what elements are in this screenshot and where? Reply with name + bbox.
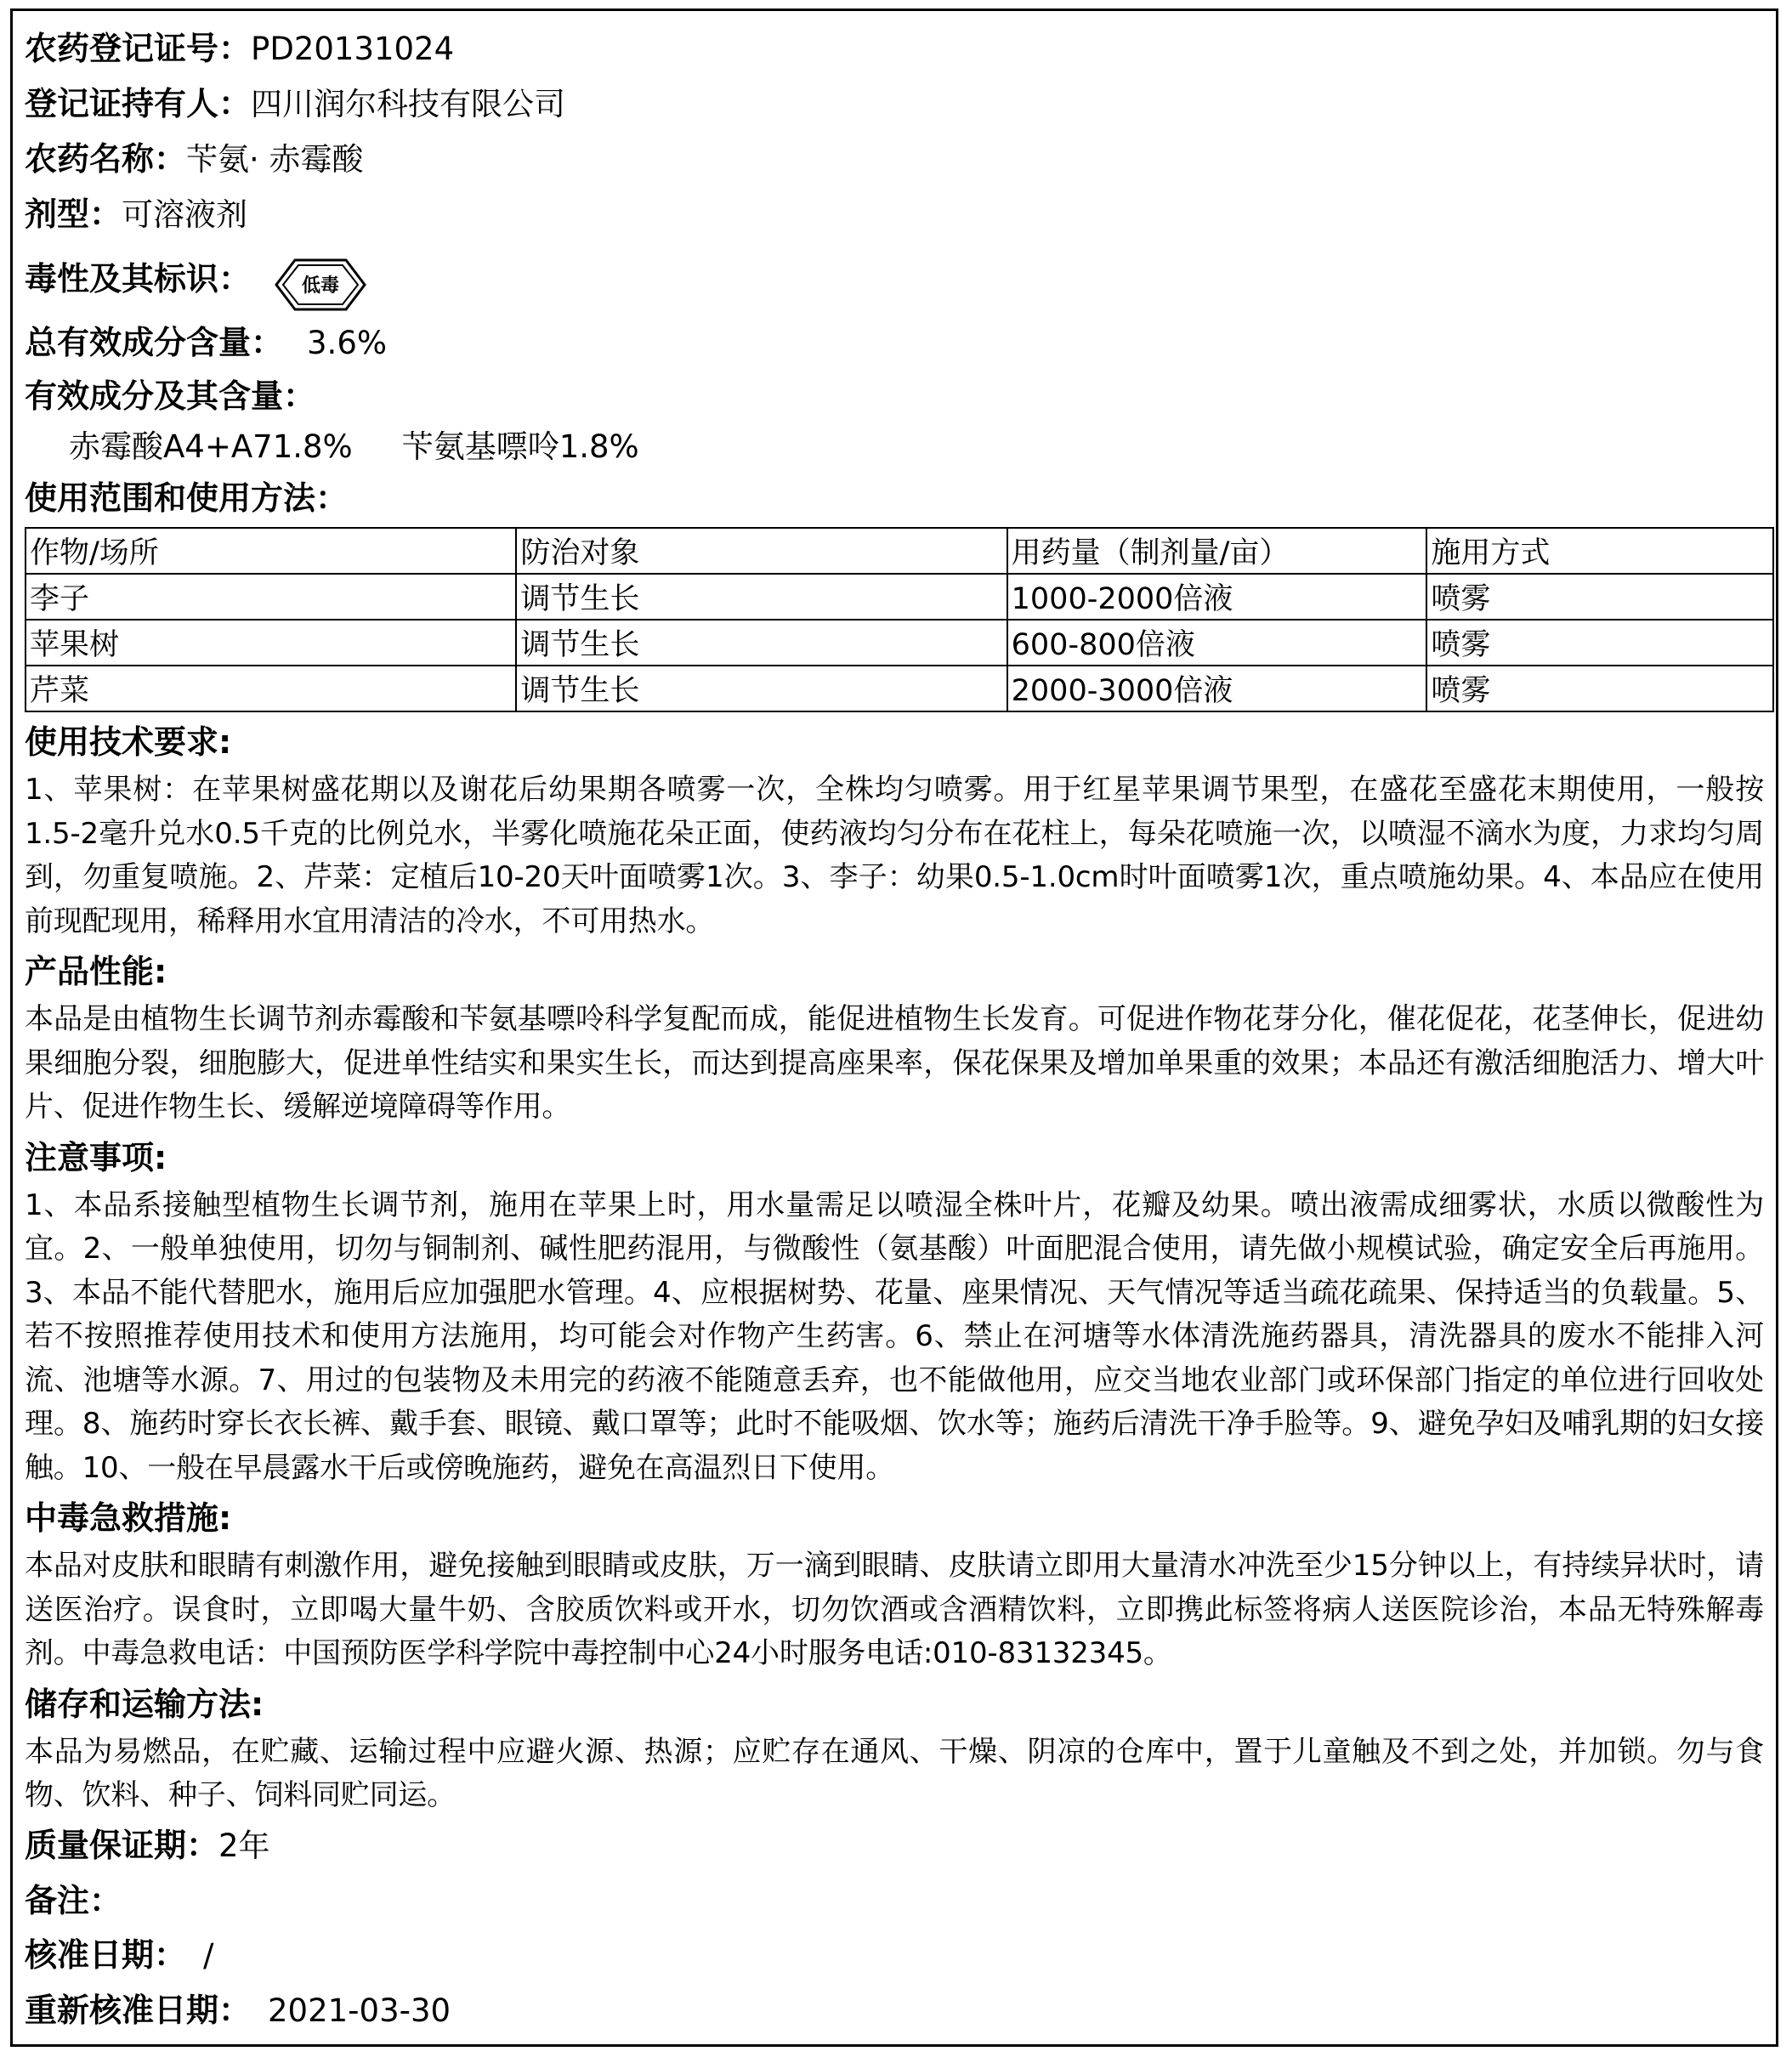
ingredients-heading: 有效成分及其含量： [25, 377, 316, 415]
total-content-label: 总有效成分含量： [25, 324, 284, 361]
formulation-field [25, 187, 1764, 242]
performance-heading: 产品性能: [25, 953, 167, 990]
pesticide-name-field [25, 132, 1764, 187]
storage-text: 本品为易燃品，在贮藏、运输过程中应避火源、热源；应贮存在通风、干燥、阴凉的仓库中，置于儿童触及不到之处，并加锁。勿与食物、饮料、种子、饲料同贮同运。 [25, 1734, 1764, 1812]
usage-table [25, 527, 1774, 712]
approval-date-label: 核准日期： [25, 1935, 187, 1974]
cell-target: 调节生长 [516, 574, 1007, 620]
storage-heading: 储存和运输方法: [25, 1685, 264, 1723]
formulation-value: 可溶液剂 [122, 196, 248, 233]
cell-crop: 芹菜 [26, 666, 516, 711]
precautions-text: 1、本品系接触型植物生长调节剂，施用在苹果上时，用水量需足以喷湿全株叶片，花瓣及幼果。喷出液需成细雾状，水质以微酸性为宜。2、一般单独使用，切勿与铜制剂、碱性肥药混用，与微酸性（氨基酸）叶面肥混合使用，请先做小规模试验，确定安全后再施用。3、本品不能代替肥水，施用后应加强肥水管理。4、应根据树势、花量、座果情况、天气情况等适当疏花疏果、保持适当的负载量。5、若不按照推荐使用技术和使用方法施用，均可能会对作物产生药害。6、禁止在河塘等水体清洗施药器具，清洗器具的废水不能排入河流、池塘等水源。7、用过的包装物及未用完的药液不能随意丢弃，也不能做他用，应交当地农业部门或环保部门指定的单位进行回收处理。8、施药时穿长衣长裤、戴手套、眼镜、戴口罩等；此时不能吸烟、饮水等；施药后清洗干净手脸等。9、避免孕妇及哺乳期的妇女接触。10、一般在早晨露水干后或傍晚施药，避免在高温烈日下使用。 [25, 1187, 1764, 1485]
cell-method: 喷雾 [1426, 574, 1773, 620]
holder-label: 登记证持有人： [25, 85, 252, 122]
first-aid-text: 本品对皮肤和眼睛有刺激作用，避免接触到眼睛或皮肤，万一滴到眼睛、皮肤请立即用大量清水冲洗至少15分钟以上，有持续异状时，请送医治疗。误食时，立即喝大量牛奶、含胶质饮料或开水，切勿饮酒或含酒精饮料，立即携此标签将病人送医院诊治，本品无特殊解毒剂。中毒急救电话：中国预防医学科学院中毒控制中心24小时服务电话:010-83132345。 [25, 1549, 1764, 1670]
toxicity-field [25, 242, 1764, 315]
tech-requirements-heading: 使用技术要求: [25, 723, 232, 761]
holder-field [25, 76, 1764, 132]
cert-no-value: PD20131024 [251, 31, 455, 67]
approval-date-value: / [203, 1936, 214, 1974]
column-header-dosage: 用药量（制剂量/亩） [1007, 528, 1427, 574]
tech-requirements-text: 1、苹果树：在苹果树盛花期以及谢花后幼果期各喷雾一次，全株均匀喷雾。用于红星苹果调节果型，在盛花至盛花末期使用，一般按1.5-2毫升兑水0.5千克的比例兑水，半雾化喷施花朵正面，使药液均匀分布在花柱上，每朵花喷施一次，以喷湿不滴水为度，力求均匀周到，勿重复喷施。2、芹菜：定植后10-20天叶面喷雾1次。3、李子：幼果0.5-1.0cm时叶面喷雾1次，重点喷施幼果。4、本品应在使用前现配现用，稀释用水宜用清洁的冷水，不可用热水。 [25, 773, 1764, 938]
pesticide-label-sheet [10, 8, 1778, 2047]
reapproval-date-label: 重新核准日期： [25, 1991, 252, 2029]
column-header-method: 施用方式 [1426, 528, 1773, 574]
precautions-heading: 注意事项: [25, 1138, 167, 1176]
cell-dosage: 1000-2000倍液 [1007, 574, 1427, 620]
column-header-crop: 作物/场所 [26, 528, 516, 574]
toxicity-badge-text: 低毒 [302, 275, 340, 297]
cell-crop: 苹果树 [26, 620, 516, 666]
table-header-row [26, 528, 1773, 574]
cell-dosage: 600-800倍液 [1007, 620, 1427, 666]
low-toxicity-diamond-icon [273, 257, 368, 313]
shelf-life-field [25, 1818, 1764, 1873]
pesticide-name-value: 苄氨· 赤霉酸 [186, 141, 364, 178]
table-row [26, 620, 1773, 666]
table-row [26, 666, 1773, 711]
cell-method: 喷雾 [1426, 666, 1773, 711]
formulation-label: 剂型： [25, 196, 122, 233]
first-aid-heading: 中毒急救措施: [25, 1499, 232, 1537]
cert-no-label: 农药登记证号： [25, 30, 252, 67]
performance-text: 本品是由植物生长调节剂赤霉酸和苄氨基嘌呤科学复配而成，能促进植物生长发育。可促进作物花芽分化，催花促花，花茎伸长，促进幼果细胞分裂，细胞膨大，促进单性结实和果实生长，而达到提高座果率，保花保果及增加单果重的效果；本品还有激活细胞活力、增大叶片、促进作物生长、缓解逆境障碍等作用。 [25, 1002, 1764, 1124]
footer-fields [25, 1818, 1764, 2038]
column-header-target: 防治对象 [516, 528, 1007, 574]
remarks-field [25, 1873, 1764, 1928]
cell-target: 调节生长 [516, 666, 1007, 711]
cell-dosage: 2000-3000倍液 [1007, 666, 1427, 711]
usage-heading: 使用范围和使用方法： [25, 479, 349, 517]
shelf-life-label: 质量保证期： [25, 1826, 219, 1864]
remarks-label: 备注： [25, 1881, 122, 1919]
cell-method: 喷雾 [1426, 620, 1773, 666]
cert-no-field [25, 21, 1764, 76]
cell-crop: 李子 [26, 574, 516, 620]
reapproval-date-value: 2021-03-30 [268, 1992, 451, 2029]
cell-target: 调节生长 [516, 620, 1007, 666]
ingredient-item: 苄氨基嘌呤1.8% [401, 428, 639, 465]
ingredients-list [25, 422, 1764, 473]
reapproval-date-field [25, 1983, 1764, 2038]
total-content-field [25, 315, 1764, 371]
shelf-life-value: 2年 [218, 1827, 270, 1864]
holder-value: 四川润尔科技有限公司 [251, 86, 566, 122]
total-content-value: 3.6% [307, 325, 388, 361]
table-row [26, 574, 1773, 620]
approval-date-field [25, 1928, 1764, 1983]
pesticide-name-label: 农药名称： [25, 140, 187, 178]
toxicity-label: 毒性及其标识： [25, 260, 252, 298]
ingredient-item: 赤霉酸A4+A71.8% [69, 428, 353, 465]
